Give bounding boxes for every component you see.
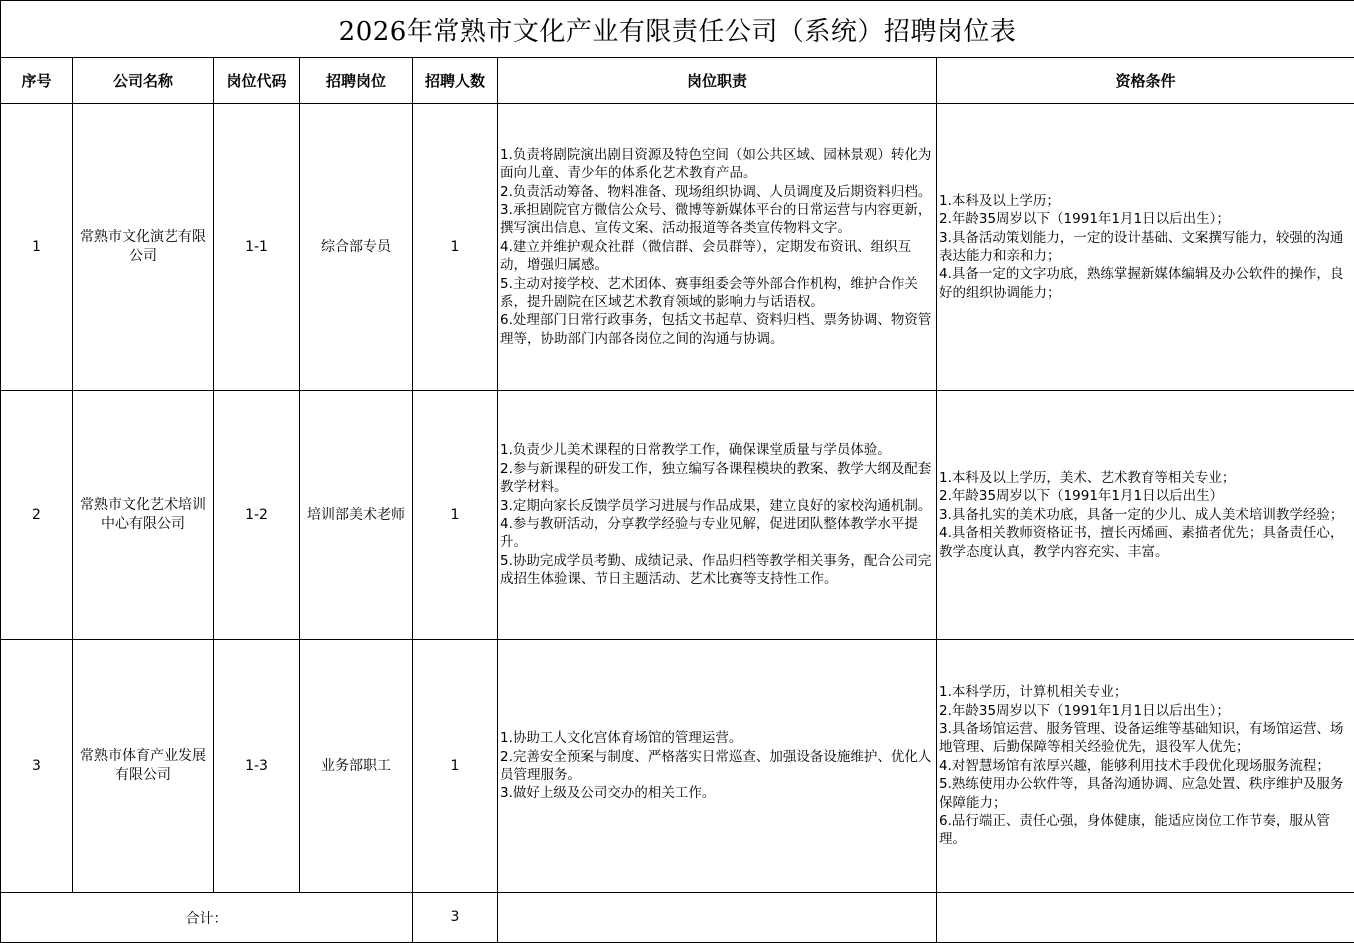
qualification-item: 3.具备场馆运营、服务管理、设备运维等基础知识，有场馆运营、场地管理、后勤保障等相关经验优先，退役军人优先； xyxy=(939,720,1352,757)
duty-item: 4.参与教研活动，分享教学经验与专业见解，促进团队整体教学水平提升。 xyxy=(500,515,934,552)
header-row xyxy=(1,58,1354,104)
duty-item: 1.负责少儿美术课程的日常教学工作，确保课堂质量与学员体验。 xyxy=(500,441,934,459)
duty-item: 3.做好上级及公司交办的相关工作。 xyxy=(500,784,934,802)
row-duties xyxy=(498,391,937,640)
row-code: 1-3 xyxy=(214,640,300,893)
qualification-item: 1.本科及以上学历； xyxy=(939,192,1352,210)
row-count: 1 xyxy=(413,104,498,391)
header-duties: 岗位职责 xyxy=(498,58,937,104)
row-position: 业务部职工 xyxy=(300,640,413,893)
duty-item: 6.处理部门日常行政事务，包括文书起草、资料归档、票务协调、物资管理等，协助部门内部各岗位之间的沟通与协调。 xyxy=(500,311,934,348)
page-title: 2026年常熟市文化产业有限责任公司（系统）招聘岗位表 xyxy=(1,1,1354,58)
qualification-item: 3.具备活动策划能力，一定的设计基础、文案撰写能力，较强的沟通表达能力和亲和力； xyxy=(939,229,1352,266)
duty-item: 1.协助工人文化宫体育场馆的管理运营。 xyxy=(500,729,934,747)
row-seq: 1 xyxy=(1,104,73,391)
qualification-item: 3.具备扎实的美术功底，具备一定的少儿、成人美术培训教学经验； xyxy=(939,506,1352,524)
row-count: 1 xyxy=(413,391,498,640)
row-position: 培训部美术老师 xyxy=(300,391,413,640)
duty-item: 3.定期向家长反馈学员学习进展与作品成果，建立良好的家校沟通机制。 xyxy=(500,497,934,515)
row-code: 1-2 xyxy=(214,391,300,640)
header-count: 招聘人数 xyxy=(413,58,498,104)
qualification-item: 4.对智慧场馆有浓厚兴趣，能够利用技术手段优化现场服务流程； xyxy=(939,757,1352,775)
row-count: 1 xyxy=(413,640,498,893)
table-row xyxy=(1,391,1354,640)
duty-item: 2.完善安全预案与制度、严格落实日常巡查、加强设备设施维护、优化人员管理服务。 xyxy=(500,748,934,785)
row-qualifications xyxy=(937,104,1354,391)
qualification-item: 4.具备相关教师资格证书，擅长丙烯画、素描者优先；具备责任心，教学态度认真，教学内容充实、丰富。 xyxy=(939,524,1352,561)
duty-item: 3.承担剧院官方微信公众号、微博等新媒体平台的日常运营与内容更新，撰写演出信息、宣传文案、活动报道等各类宣传物料文字。 xyxy=(500,201,934,238)
row-qualifications xyxy=(937,640,1354,893)
duty-item: 2.负责活动筹备、物料准备、现场组织协调、人员调度及后期资料归档。 xyxy=(500,183,934,201)
row-company: 常熟市文化演艺有限公司 xyxy=(73,104,214,391)
header-position: 招聘岗位 xyxy=(300,58,413,104)
row-company: 常熟市体育产业发展有限公司 xyxy=(73,640,214,893)
qualification-item: 5.熟练使用办公软件等，具备沟通协调、应急处置、秩序维护及服务保障能力； xyxy=(939,775,1352,812)
row-code: 1-1 xyxy=(214,104,300,391)
header-seq: 序号 xyxy=(1,58,73,104)
total-qualifications-empty xyxy=(937,893,1354,943)
row-position: 综合部专员 xyxy=(300,104,413,391)
row-duties xyxy=(498,640,937,893)
qualification-item: 4.具备一定的文字功底，熟练掌握新媒体编辑及办公软件的操作，良好的组织协调能力； xyxy=(939,265,1352,302)
row-company: 常熟市文化艺术培训中心有限公司 xyxy=(73,391,214,640)
duty-item: 1.负责将剧院演出剧目资源及特色空间（如公共区域、园林景观）转化为面向儿童、青少年的体系化艺术教育产品。 xyxy=(500,146,934,183)
duty-item: 4.建立并维护观众社群（微信群、会员群等），定期发布资讯、组织互动，增强归属感。 xyxy=(500,238,934,275)
table-row xyxy=(1,104,1354,391)
row-duties xyxy=(498,104,937,391)
duty-item: 2.参与新课程的研发工作，独立编写各课程模块的教案、教学大纲及配套教学材料。 xyxy=(500,460,934,497)
table-row xyxy=(1,640,1354,893)
qualification-item: 6.品行端正、责任心强，身体健康，能适应岗位工作节奏，服从管理。 xyxy=(939,812,1352,849)
header-code: 岗位代码 xyxy=(214,58,300,104)
total-row xyxy=(1,893,1354,943)
row-seq: 3 xyxy=(1,640,73,893)
header-qualifications: 资格条件 xyxy=(937,58,1354,104)
total-count: 3 xyxy=(413,893,498,943)
row-qualifications xyxy=(937,391,1354,640)
total-label: 合计： xyxy=(1,893,413,943)
qualification-item: 1.本科及以上学历，美术、艺术教育等相关专业； xyxy=(939,469,1352,487)
duty-item: 5.协助完成学员考勤、成绩记录、作品归档等教学相关事务，配合公司完成招生体验课、节日主题活动、艺术比赛等支持性工作。 xyxy=(500,552,934,589)
qualification-item: 2.年龄35周岁以下（1991年1月1日以后出生）； xyxy=(939,210,1352,228)
qualification-item: 2.年龄35周岁以下（1991年1月1日以后出生） xyxy=(939,487,1352,505)
total-duties-empty xyxy=(498,893,937,943)
qualification-item: 2.年龄35周岁以下（1991年1月1日以后出生）； xyxy=(939,702,1352,720)
duty-item: 5.主动对接学校、艺术团体、赛事组委会等外部合作机构，维护合作关系，提升剧院在区域艺术教育领域的影响力与话语权。 xyxy=(500,275,934,312)
qualification-item: 1.本科学历，计算机相关专业； xyxy=(939,683,1352,701)
header-company: 公司名称 xyxy=(73,58,214,104)
row-seq: 2 xyxy=(1,391,73,640)
